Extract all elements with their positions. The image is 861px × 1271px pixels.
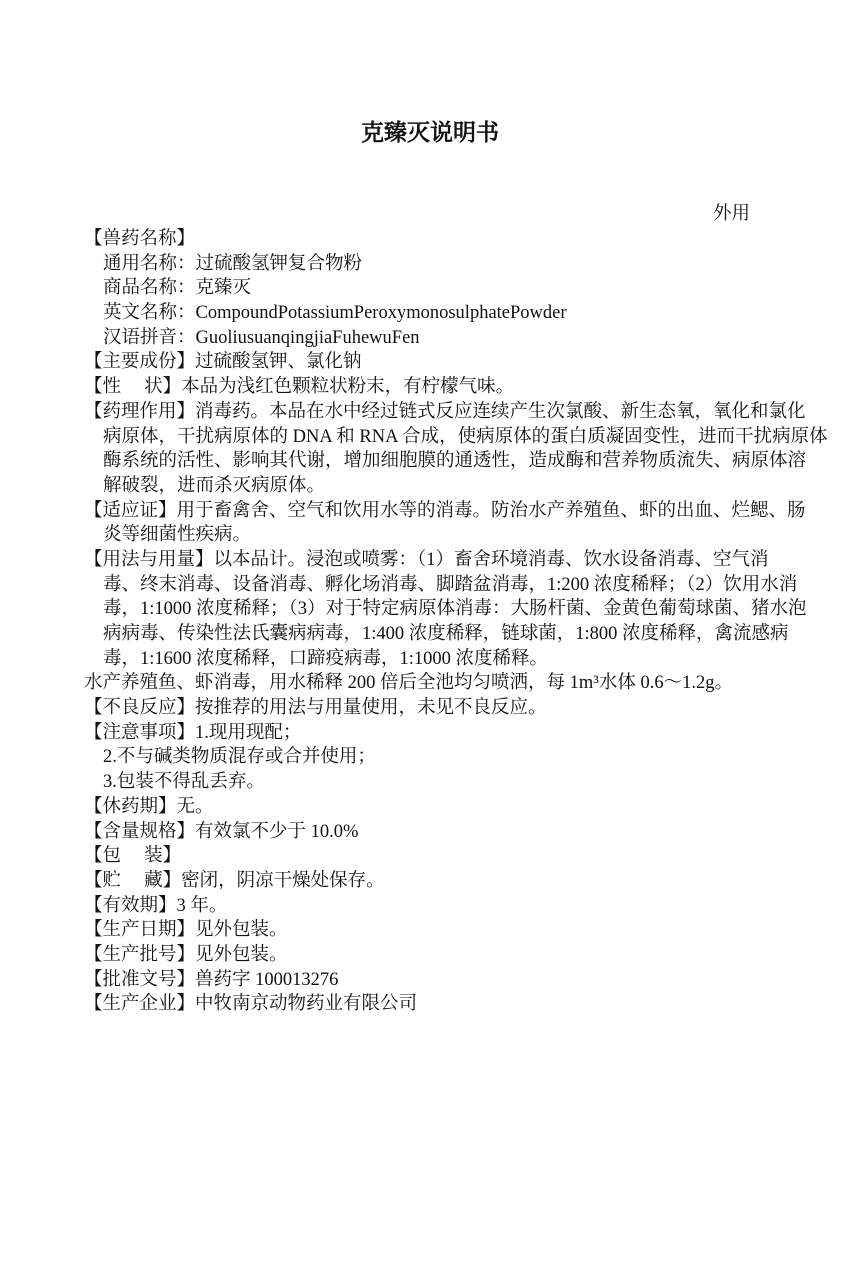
doc-line: 毒，1:1000 浓度稀释；（3）对于特定病原体消毒：大肠杆菌、金黄色葡萄球菌、猪水泡 <box>103 599 807 620</box>
doc-line: 2.不与碱类物质混存或合并使用； <box>103 747 376 768</box>
page-title: 克臻灭说明书 <box>361 120 499 145</box>
doc-line: 水产养殖鱼、虾消毒，用水稀释 200 倍后全池均匀喷洒，每 1m³水体 0.6～1.2g。 <box>84 673 733 694</box>
doc-line: 【包 装】 <box>84 846 182 867</box>
doc-line: 3.包装不得乱丢弃。 <box>103 772 265 793</box>
doc-line: 【生产日期】见外包装。 <box>84 920 288 941</box>
doc-line: 病原体，干扰病原体的 DNA 和 RNA 合成，使病原体的蛋白质凝固变性，进而干扰病原体 <box>103 426 828 447</box>
doc-line: 炎等细菌性疾病。 <box>103 525 252 546</box>
doc-line: 毒，1:1600 浓度稀释，口蹄疫病毒，1:1000 浓度稀释。 <box>103 648 549 669</box>
doc-line: 【性 状】本品为浅红色颗粒状粉末，有柠檬气味。 <box>84 377 515 398</box>
doc-line: 【不良反应】按推荐的用法与用量使用，未见不良反应。 <box>84 698 547 719</box>
doc-line: 【批准文号】兽药字 100013276 <box>84 969 339 990</box>
doc-line: 【药理作用】消毒药。本品在水中经过链式反应连续产生次氯酸、新生态氧，氧化和氯化 <box>84 401 806 422</box>
usage-mark: 外用 <box>712 204 750 224</box>
doc-line: 汉语拼音：GuoliusuanqingjiaFuhewuFen <box>103 327 420 348</box>
doc-line: 【适应证】用于畜禽舍、空气和饮用水等的消毒。防治水产养殖鱼、虾的出血、烂鳃、肠 <box>84 500 806 521</box>
doc-line: 【休药期】无。 <box>84 796 214 817</box>
doc-line: 解破裂，进而杀灭病原体。 <box>103 475 326 496</box>
doc-line: 【含量规格】有效氯不少于 10.0% <box>84 821 359 842</box>
doc-line: 【生产企业】中牧南京动物药业有限公司 <box>84 994 418 1015</box>
doc-line: 【兽药名称】 <box>84 229 196 249</box>
doc-line: 【主要成份】过硫酸氢钾、氯化钠 <box>84 352 362 373</box>
doc-line: 商品名称：克臻灭 <box>103 278 252 299</box>
doc-line: 【注意事项】1.现用现配； <box>84 722 302 743</box>
doc-line: 【用法与用量】以本品计。浸泡或喷雾：（1）畜舍环境消毒、饮水设备消毒、空气消 <box>84 549 769 570</box>
doc-line: 毒、终末消毒、设备消毒、孵化场消毒、脚踏盆消毒，1:200 浓度稀释；（2）饮用水消 <box>103 574 798 595</box>
doc-line: 【有效期】3 年。 <box>84 895 228 916</box>
doc-line: 【生产批号】见外包装。 <box>84 944 288 965</box>
document-body <box>84 227 828 1017</box>
doc-line: 病病毒、传染性法氏囊病病毒，1:400 浓度稀释，链球菌，1:800 浓度稀释，禽流感病 <box>103 624 789 644</box>
doc-line: 酶系统的活性、影响其代谢，增加细胞膜的通透性，造成酶和营养物质流失、病原体溶 <box>103 451 807 472</box>
doc-line: 英文名称：CompoundPotassiumPeroxymonosulphatePowder <box>103 303 567 324</box>
doc-line: 【贮 藏】密闭，阴凉干燥处保存。 <box>84 870 385 891</box>
doc-line: 通用名称：过硫酸氢钾复合物粉 <box>103 253 363 274</box>
